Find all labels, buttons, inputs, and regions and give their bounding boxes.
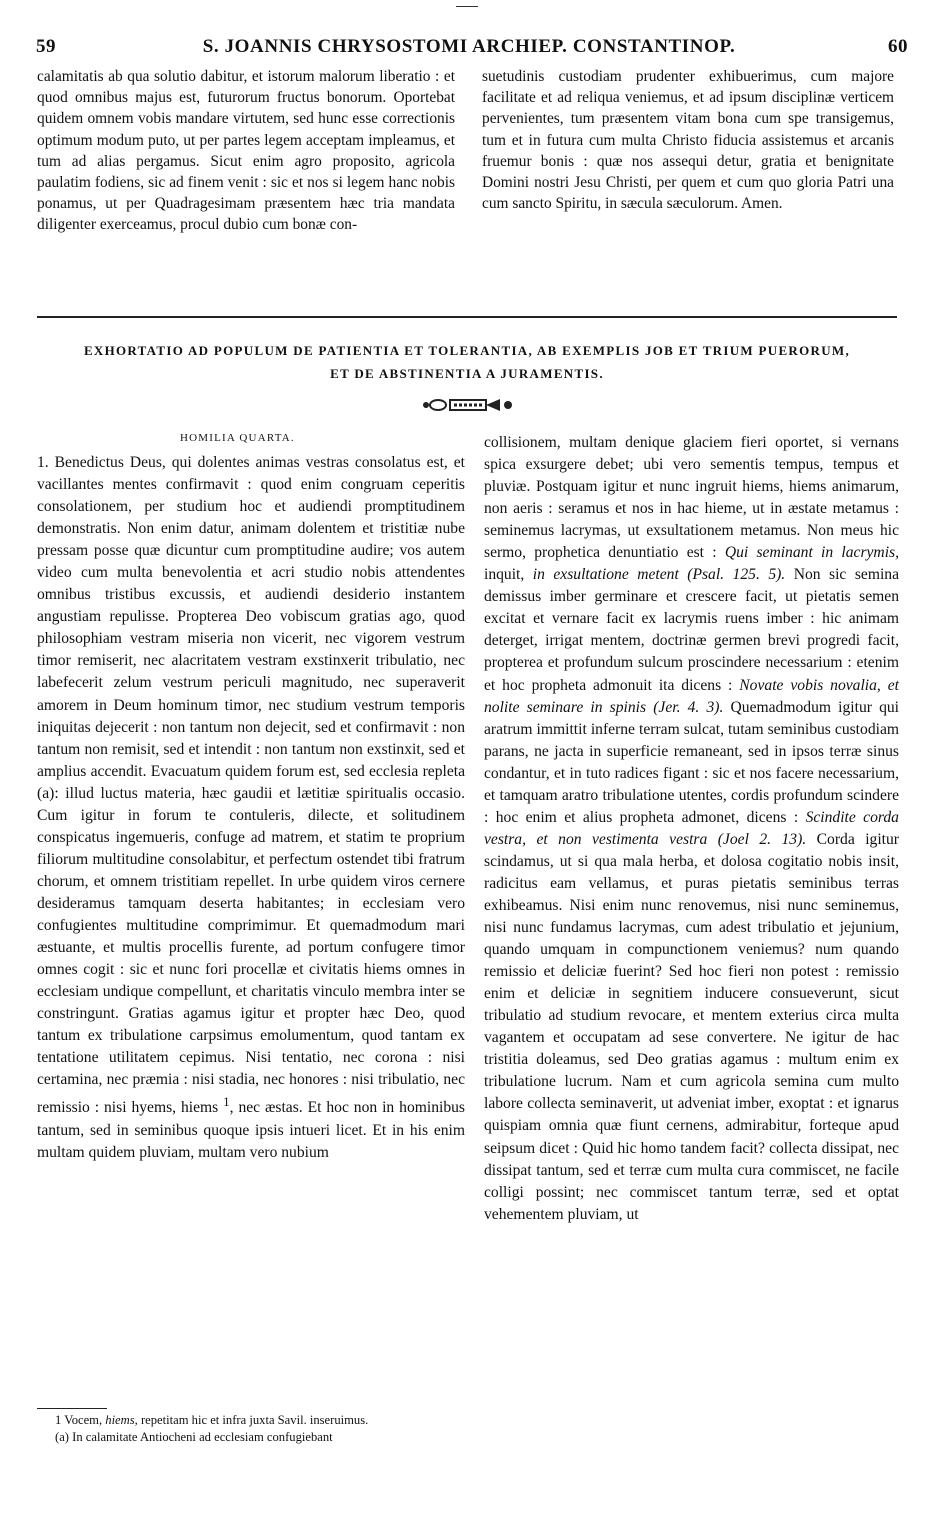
- top-right-column: [482, 66, 894, 214]
- scripture-quote: Novate vobis novalia, et nolite seminare in spinis: [484, 676, 899, 716]
- paragraph: calamitatis ab qua solutio dabitur, et istorum malorum liberatio : et quod omnibus majus est, futurorum fructus bonorum. Oportebat quidem omnem vobis mandare virtutem, sed hunc esse correctionis optimum modum puto, ut per partes legem acceptam impleamus, et tum ad alias pergamus. Sicut enim agro proposito, agricola paulatim fodiens, sic ad finem venit : sic et nos si legem hanc nobis ponamus, ut per Quadragesimam præsentem hæc tria mandata diligenter exerceamus, procul dubio cum bonæ con-: [37, 68, 455, 234]
- scripture-quote: Scindite corda vestra, et non vestimenta vestra: [484, 808, 899, 848]
- text-run: Corda igitur scindamus, ut si qua mala herba, et dolosa cogitatio nobis insit, radicitus eam vellamus, et puras pietatis seminibus terras exhibeamus. Nisi enim nunc renovemus, nisi nunc seminemus, nisi nunc fundamus lacrymas, cum adest tribulatio et jejunium, quando umquam in compunctionem veniemus? num quando remissio et deliciæ fuerint? Sed hoc fieri non potest : remissio enim et deliciæ in segnitiem inducere consueverunt, sicut tribulatio ad studium revocare, et mentem exterius circa multa vagantem et occupatam ad sese convertere. Ne igitur de hac tristitia doleamus, sed Deo gratias agamus : multum enim ex tribulatione lucrum. Nam et cum agricola semina cum multo labore collecta seminaverit, ut adveniat imber, exoptat : et ignarus quispiam omnia quæ fiunt cernens, admirabitur, forteque apud seipsum dicet : Quid hic homo tandem facit? collecta dissipat, nec dissipat tantum, sed et terræ cum multa cura commiscet, ne facile colligi possint; nec commiscet tantum terræ, sed et optat vehementem pluviam, ut: [484, 830, 900, 1223]
- body-right-column: [484, 432, 899, 1226]
- running-title: S. JOANNIS CHRYSOSTOMI ARCHIEP. CONSTANTINOP.: [202, 36, 736, 57]
- footnote-marker: 1: [223, 1094, 230, 1110]
- paragraph: suetudinis custodiam prudenter exhibuerimus, cum majore facilitate et ad reliqua veniemus, et ad ipsum disciplinæ verticem pervenientes, tum præsentem vitam bona cum spe transigemus, tum et in futura cum multa Christo fiducia assistemus et arcanis fruemur bonis : quæ nos assequi detur, gratia et benignitate Domini nostri Jesu Christi, per quem et cum quo gloria Patri una cum sancto Spiritu, in sæcula sæculorum. Amen.: [482, 68, 894, 213]
- text-run: Non sic semina demissus imber germinare et crescere facit, ut pietatis semen excitat et vernare facit ex lacrymis ruens imber : hic animam deterget, irrigat mentem, doctrinæ germen brevi progredi facit, propterea et profundum sulcum proscindere necessarium : etenim et hoc propheta admonuit ita dicens :: [484, 566, 899, 694]
- scripture-quote: Qui seminant in lacrymis,: [724, 544, 899, 562]
- text-run: 1 Vocem,: [55, 1413, 103, 1427]
- text-run: repetitam hic et infra juxta Savil. inseruimus.: [140, 1413, 369, 1427]
- text-run: collisionem, multam denique glaciem fieri oportet, si vernans spica exsurgere debet; ubi vero sementis tempus, tempus et pluviæ. Postquam igitur et nunc ingruit hiems, hiems animarum, non aeris : seramus et nos in hac hieme, ut in æstate metamus : seminemus lacrymas, ut exsultationem metamus. Non meus hic sermo, prophetica denuntiatio est :: [484, 434, 899, 562]
- top-dash: [456, 6, 478, 7]
- paragraph: [484, 432, 899, 1226]
- text-run: Quemadmodum igitur qui aratrum immittit inferne terram sulcat, tutam seminibus custodiam parans, ne jacta in superficie remaneant, sed in ipsos terræ sinus condantur, et in tuto radices figant : sic et nos facere necessarium, et tamquam aratro tribulatione utentes, cordis profundum scindere : hoc enim et alius propheta admonet, dicens :: [484, 698, 900, 826]
- homily-label: HOMILIA QUARTA.: [180, 432, 295, 444]
- ornament-icon: [418, 396, 518, 414]
- running-header: [30, 36, 908, 62]
- top-left-column: [37, 66, 455, 236]
- scripture-reference: (Jer. 4. 3).: [653, 698, 724, 716]
- text-run: , nec æstas. Et hoc non in hominibus tantum, sed in seminibus quoque ipsis intueri licet. Et in his enim multam quidem pluviam, multam vero nubium: [37, 1099, 465, 1161]
- scripture-reference: (Joel 2. 13).: [717, 830, 807, 848]
- scripture-quote: in exsultatione metent: [532, 566, 679, 584]
- section-divider: [37, 316, 897, 318]
- text-run: hiems,: [105, 1413, 138, 1427]
- footnote-marker: (a): [37, 784, 55, 802]
- footnote-rule: [37, 1408, 107, 1409]
- scripture-reference: (Psal. 125. 5).: [687, 566, 786, 584]
- text-run: 1. Benedictus Deus, qui dolentes animas vestras consolatus est, et vacillantes mentes confirmavit : quod enim congruam ceperitis consolationem, per studium hoc et audiendi promptitudinem demonstratis. Non enim datur, animam dolentem et tristitiæ nube pressam posse quæ dicuntur cum promptitudine audire; vos autem video cum multa benevolentia et acri studio nobis attendentes omnibus tristibus excussis, et audiendi desiderio instantem angustiam repulisse. Propterea Deo vobiscum gratias ago, quod philosophiam vestram miseria non vicerit, nec vigorem vestrum timor remiserit, nec alacritatem vestram exstinxerit tribulatio, nec labefecerit zelum vestrum periculi magnitudo, nec superaverit amorem in Deum hominum timor, nec studium vestrum temporis iniquitas dejecerit : non tantum non dejecit, sed et confirmavit : non tantum non remisit, sed et intendit : non tantum non exstinxit, sed et amplius accendit. Evacuatum quidem forum est, sed ecclesia repleta: [37, 454, 465, 780]
- page-number-left: 59: [36, 36, 56, 57]
- footnote-a: (a) In calamitate Antiocheni ad ecclesiam confugiebant: [55, 1429, 333, 1444]
- text-run: : illud luctus materia, hæc gaudii et lætitiæ spiritualis occasio. Cum igitur in forum te contuleris, dilecte, et solitudinem conspicatus ingemueris, confuge ad matrem, et statim te proprium filiorum multitudine consolabitur, et perfectum ostendet tibi fratrum chorum, et omnem tristitiam repellet. In urbe quidem viros cernere desideramus tamquam deserta habitantes; in ecclesiam vero confugientes multitudine comprimimur. Et quemadmodum mari æstuante, et multis procellis furente, ad portum confugere timor omnes cogit : sic et nunc fori procellæ et civitatis hiems omnes in ecclesiam undique compellunt, et charitatis vinculo membra inter se constringunt. Gratias agamus igitur et propter hæc Deo, quod tantum ex tribulatione carpsimus emolumentum, quod tantam ex tentatione utilitatem cepimus. Nisi tentatio, nec corona : nisi certamina, nec præmia : nisi stadia, nec honores : nisi tribulatio, nec remissio : nisi hyems, hiems: [37, 784, 465, 1117]
- page-number-right: 60: [888, 36, 908, 57]
- homily-title-line-1: EXHORTATIO AD POPULUM DE PATIENTIA ET TOLERANTIA, AB EXEMPLIS JOB ET TRIUM PUERORUM,: [83, 343, 851, 358]
- paragraph: [37, 452, 465, 1164]
- footnote-1: [55, 1412, 465, 1429]
- footnotes: [55, 1412, 465, 1445]
- text-run: inquit,: [484, 566, 525, 584]
- homily-title-line-2: ET DE ABSTINENTIA A JURAMENTIS.: [330, 366, 604, 381]
- body-left-column: [37, 452, 465, 1164]
